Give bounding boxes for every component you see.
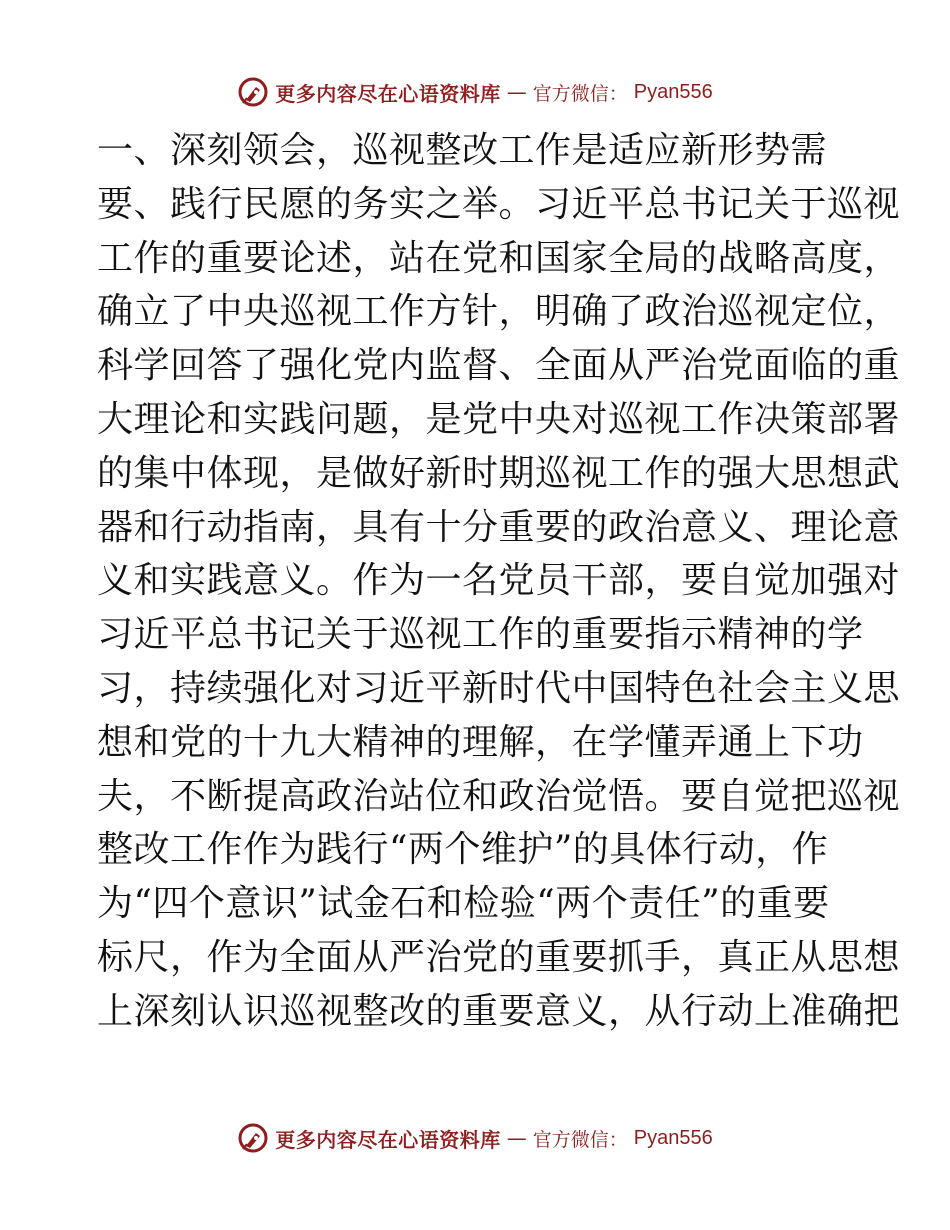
body-line: 一、深刻领会，巡视整改工作是适应新形势需 [97,130,828,171]
body-line: 大理论和实践问题，是党中央对巡视工作决策部署 [97,398,901,440]
body-line: 整改工作作为践行“两个维护”的具体行动，作 [97,829,829,871]
body-line: 标尺，作为全面从严治党的重要抓手，真正从思想 [97,936,901,978]
header-banner [0,72,950,112]
body-line: 科学回答了强化党内监督、全面从严治党面临的重 [97,345,901,387]
body-line: 习近平总书记关于巡视工作的重要指示精神的学 [97,614,864,656]
document-body [97,124,901,1039]
body-line: 夫，不断提高政治站位和政治觉悟。要自觉把巡视 [97,775,901,817]
pen-nib-circle-icon [237,76,269,108]
footer-site-text: 更多内容尽在心语资料库 [275,1127,501,1152]
body-line: 器和行动指南，具有十分重要的政治意义、理论意 [97,506,901,548]
pen-nib-circle-icon [237,1122,269,1154]
body-line: 想和党的十九大精神的理解，在学懂弄通上下功 [97,721,864,763]
header-wechat-id: Pyan556 [633,80,713,103]
footer-banner [0,1118,950,1158]
header-dash: — [506,80,527,104]
body-line: 义和实践意义。作为一名党员干部，要自觉加强对 [97,560,901,602]
body-line: 要、践行民愿的务实之举。习近平总书记关于巡视 [97,183,901,225]
body-line: 确立了中央巡视工作方针，明确了政治巡视定位， [97,291,901,333]
body-line: 习，持续强化对习近平新时代中国特色社会主义思 [97,667,901,709]
body-line: 为“四个意识”试金石和检验“两个责任”的重要 [97,883,830,925]
body-line: 工作的重要论述，站在党和国家全局的战略高度， [97,237,901,279]
body-line: 上深刻认识巡视整改的重要意义，从行动上准确把 [97,990,901,1032]
footer-wechat-id: Pyan556 [633,1126,713,1149]
footer-wechat-label: 官方微信： [532,1128,628,1151]
body-line: 的集中体现，是做好新时期巡视工作的强大思想武 [97,452,901,494]
footer-dash: — [506,1126,527,1150]
header-site-text: 更多内容尽在心语资料库 [275,81,501,106]
header-wechat-label: 官方微信： [532,82,628,105]
